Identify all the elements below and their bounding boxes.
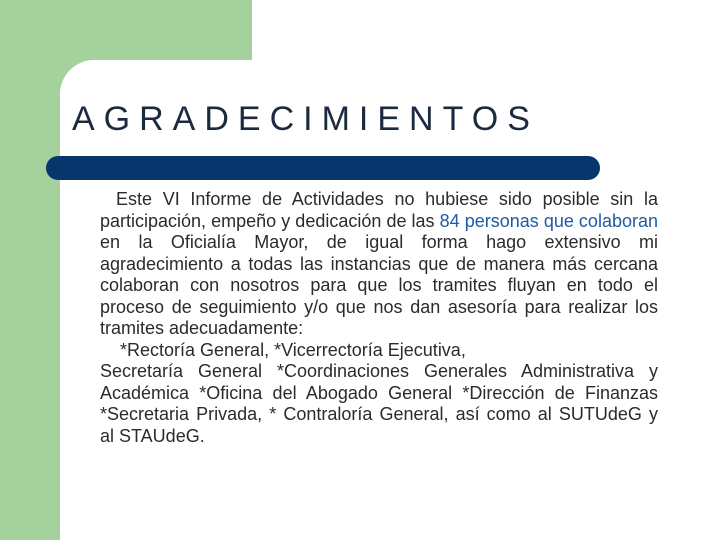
slide-title: AGRADECIMIENTOS <box>72 100 539 138</box>
body-text-continuation: en la Oficialía Mayor, de igual forma hago extensivo mi agradecimiento a todas las instancias que de manera más cercana colaboran con nosotros para que los tramites fluyan en todo el proceso de seguimiento y/o que nos dan asesoría para realizar los tramites adecuadamente: <box>100 232 658 338</box>
units-line: *Rectoría General, *Vicerrectoría Ejecutiva, <box>120 339 466 360</box>
body-text-intro: Este VI Informe de Actividades no hubiese sido posible sin la participación, empeño y dedicación de las <box>100 189 658 231</box>
title-underline-bar <box>60 156 600 180</box>
units-list: Secretaría General *Coordinaciones Generales Administrativa y Académica *Oficina del Abogado General *Dirección de Finanzas *Secretaria Privada, * Contraloría General, así como al SUTUdeG y al STAUdeG. <box>100 361 658 446</box>
staff-count-text: 84 personas que colaboran <box>439 210 658 231</box>
body-paragraph <box>100 189 658 447</box>
